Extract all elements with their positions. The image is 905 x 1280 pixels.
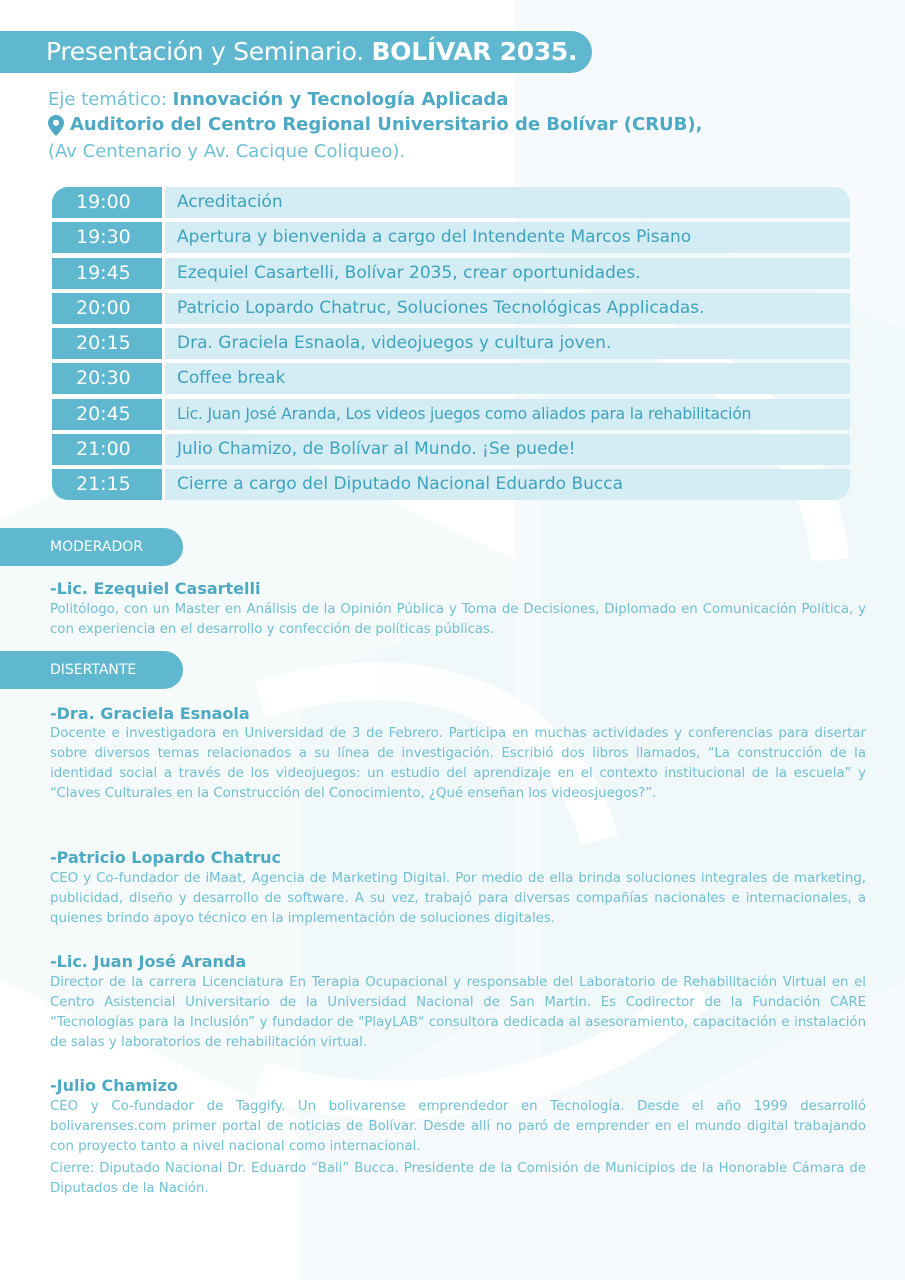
schedule-desc: Dra. Graciela Esnaola, videojuegos y cultura joven.	[165, 328, 850, 359]
speaker-name: -Patricio Lopardo Chatruc	[50, 848, 281, 867]
location-pin-icon	[48, 115, 64, 136]
speaker-bio: CEO y Co-fundador de Taggify. Un bolivarense emprendedor en Tecnología. Desde el año 1999 desarrolló bolivarenses.com primer portal de noticias de Bolívar. Desde allí no paró de emprender en el mundo digital trabajando con proyecto tanto a nivel nacional como internacional.	[50, 1099, 866, 1154]
schedule-row	[52, 328, 850, 359]
schedule-desc: Cierre a cargo del Diputado Nacional Eduardo Bucca	[165, 469, 850, 500]
schedule-row	[52, 293, 850, 324]
schedule-desc: Julio Chamizo, de Bolívar al Mundo. ¡Se puede!	[165, 434, 850, 465]
schedule-time: 19:30	[52, 222, 162, 253]
schedule-row	[52, 434, 850, 465]
schedule-desc: Apertura y bienvenida a cargo del Intendente Marcos Pisano	[165, 222, 850, 253]
schedule-time: 20:45	[52, 399, 162, 430]
schedule-row	[52, 399, 850, 430]
schedule-row	[52, 222, 850, 253]
schedule-time: 20:00	[52, 293, 162, 324]
eje-tematico	[48, 88, 508, 112]
disertante-tag: DISERTANTE	[0, 651, 183, 689]
speaker-name: -Julio Chamizo	[50, 1076, 178, 1095]
closing-note: Cierre: Diputado Nacional Dr. Eduardo “Bali” Bucca. Presidente de la Comisión de Municipios de la Honorable Cámara de Diputados de la Nación.	[50, 1161, 866, 1196]
schedule-desc: Coffee break	[165, 363, 850, 394]
speaker-bio: Director de la carrera Licenciatura En Terapia Ocupacional y responsable del Laboratorio de Rehabilitación Virtual en el Centro Asistencial Universitario de la Universidad Nacional de San Martin. Es Codirector de la Fundación CARE “Tecnologías para la Inclusión” y fundador de "PlayLAB" consultora dedicada al asesoramiento, capacitación e instalación de salas y laboratorios de rehabilitación virtual.	[50, 975, 866, 1050]
schedule-time: 19:00	[52, 187, 162, 218]
schedule-row	[52, 187, 850, 218]
title-banner	[0, 31, 592, 73]
venue-name: Auditorio del Centro Regional Universitario de Bolívar (CRUB),	[70, 114, 703, 135]
speaker-bio: CEO y Co-fundador de iMaat, Agencia de Marketing Digital. Por medio de ella brinda soluciones integrales de marketing, publicidad, diseño y desarrollo de software. A su vez, trabajó para diversas compañías nacionales e internacionales, a quienes brindo apoyo técnico en la implementación de soluciones digitales.	[50, 871, 866, 926]
eje-label: Eje temático:	[48, 89, 167, 110]
schedule-time: 20:30	[52, 363, 162, 394]
schedule-desc: Ezequiel Casartelli, Bolívar 2035, crear oportunidades.	[165, 258, 850, 289]
moderador-tag: MODERADOR	[0, 528, 183, 566]
schedule-time: 21:00	[52, 434, 162, 465]
moderador-bio: Politólogo, con un Master en Análisis de la Opinión Pública y Toma de Decisiones, Diplomado en Comunicación Política, y con experiencia en el desarrollo y confección de políticas públicas.	[50, 602, 866, 637]
schedule-table	[52, 187, 850, 505]
schedule-time: 21:15	[52, 469, 162, 500]
schedule-row	[52, 258, 850, 289]
speaker-bio: Docente e investigadora en Universidad de 3 de Febrero. Participa en muchas actividades y conferencias para disertar sobre diversos temas relacionados a su línea de investigación. Escribió dos libros llamados, “La construcción de la identidad social a través de los videojuegos: un estudio del aprendizaje en el contexto institucional de la escuela” y “Claves Culturales en la Construcción del Conocimiento, ¿Qué enseñan los videosjuegos?”.	[50, 726, 866, 801]
eje-value: Innovación y Tecnología Aplicada	[172, 89, 509, 110]
venue	[48, 113, 702, 137]
schedule-row	[52, 363, 850, 394]
title-prefix: Presentación y Seminario.	[46, 37, 364, 66]
schedule-time: 20:15	[52, 328, 162, 359]
speaker-name: -Lic. Juan José Aranda	[50, 952, 247, 971]
venue-address: (Av Centenario y Av. Cacique Coliqueo).	[48, 141, 406, 162]
speaker-name: -Dra. Graciela Esnaola	[50, 704, 250, 723]
schedule-time: 19:45	[52, 258, 162, 289]
schedule-desc: Patricio Lopardo Chatruc, Soluciones Tecnológicas Applicadas.	[165, 293, 850, 324]
moderador-name: -Lic. Ezequiel Casartelli	[50, 579, 261, 598]
schedule-row	[52, 469, 850, 500]
title-highlight: BOLÍVAR 2035.	[371, 37, 578, 66]
schedule-desc: Lic. Juan José Aranda, Los videos juegos como aliados para la rehabilitación	[165, 399, 850, 430]
schedule-desc: Acreditación	[165, 187, 850, 218]
